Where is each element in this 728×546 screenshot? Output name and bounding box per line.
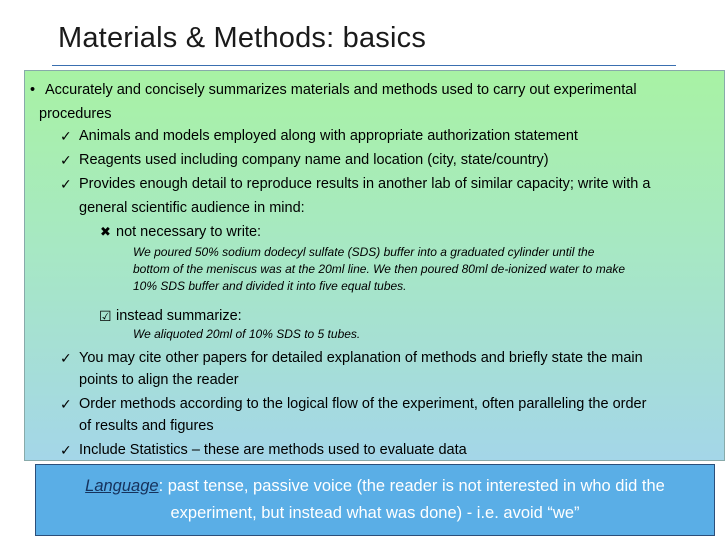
sub-bullet-cite-cont: points to align the reader bbox=[79, 372, 239, 388]
main-bullet-text-cont: procedures bbox=[39, 106, 112, 122]
language-text: : past tense, passive voice (the reader is not interested in who did the bbox=[158, 477, 665, 495]
check-icon: ✓ bbox=[60, 176, 72, 192]
sub-bullet-cite: You may cite other papers for detailed explanation of methods and briefly state the main bbox=[79, 350, 643, 366]
not-example-text: 10% SDS buffer and divided it into five equal tubes. bbox=[133, 279, 407, 293]
language-line-2: experiment, but instead what was done) - i.e. avoid “we” bbox=[170, 504, 580, 522]
checkbox-icon: ☑ bbox=[99, 308, 112, 324]
content-panel bbox=[24, 70, 725, 461]
instead-example-text: We aliquoted 20ml of 10% SDS to 5 tubes. bbox=[133, 327, 361, 341]
language-note-box bbox=[35, 464, 715, 536]
check-icon: ✓ bbox=[60, 442, 72, 458]
sub-bullet-reagents: Reagents used including company name and location (city, state/country) bbox=[79, 152, 549, 168]
sub-bullet-order: Order methods according to the logical flow of the experiment, often paralleling the order bbox=[79, 396, 647, 412]
sub-bullet-detail-cont: general scientific audience in mind: bbox=[79, 200, 305, 216]
instead-label: instead summarize: bbox=[116, 308, 242, 324]
not-example-text: bottom of the meniscus was at the 20ml line. We then poured 80ml de-ionized water to make bbox=[133, 262, 626, 276]
sub-bullet-order-cont: of results and figures bbox=[79, 418, 214, 434]
sub-bullet-animals: Animals and models employed along with appropriate authorization statement bbox=[79, 128, 578, 144]
slide-title: Materials & Methods: basics bbox=[58, 22, 427, 54]
check-icon: ✓ bbox=[60, 396, 72, 412]
main-bullet-text: Accurately and concisely summarizes materials and methods used to carry out experimental bbox=[45, 82, 637, 98]
title-divider bbox=[52, 65, 676, 66]
bullet-icon: • bbox=[30, 82, 36, 98]
check-icon: ✓ bbox=[60, 128, 72, 144]
cross-icon: ✖ bbox=[100, 224, 111, 239]
check-icon: ✓ bbox=[60, 152, 72, 168]
not-necessary-label: not necessary to write: bbox=[116, 224, 262, 240]
sub-bullet-statistics: Include Statistics – these are methods used to evaluate data bbox=[79, 442, 467, 458]
check-icon: ✓ bbox=[60, 350, 72, 366]
not-example-text: We poured 50% sodium dodecyl sulfate (SDS) buffer into a graduated cylinder until the bbox=[133, 245, 595, 259]
sub-bullet-detail: Provides enough detail to reproduce results in another lab of similar capacity; write with a bbox=[79, 176, 651, 192]
language-keyword: Language bbox=[85, 477, 159, 495]
language-line-1 bbox=[36, 473, 714, 500]
